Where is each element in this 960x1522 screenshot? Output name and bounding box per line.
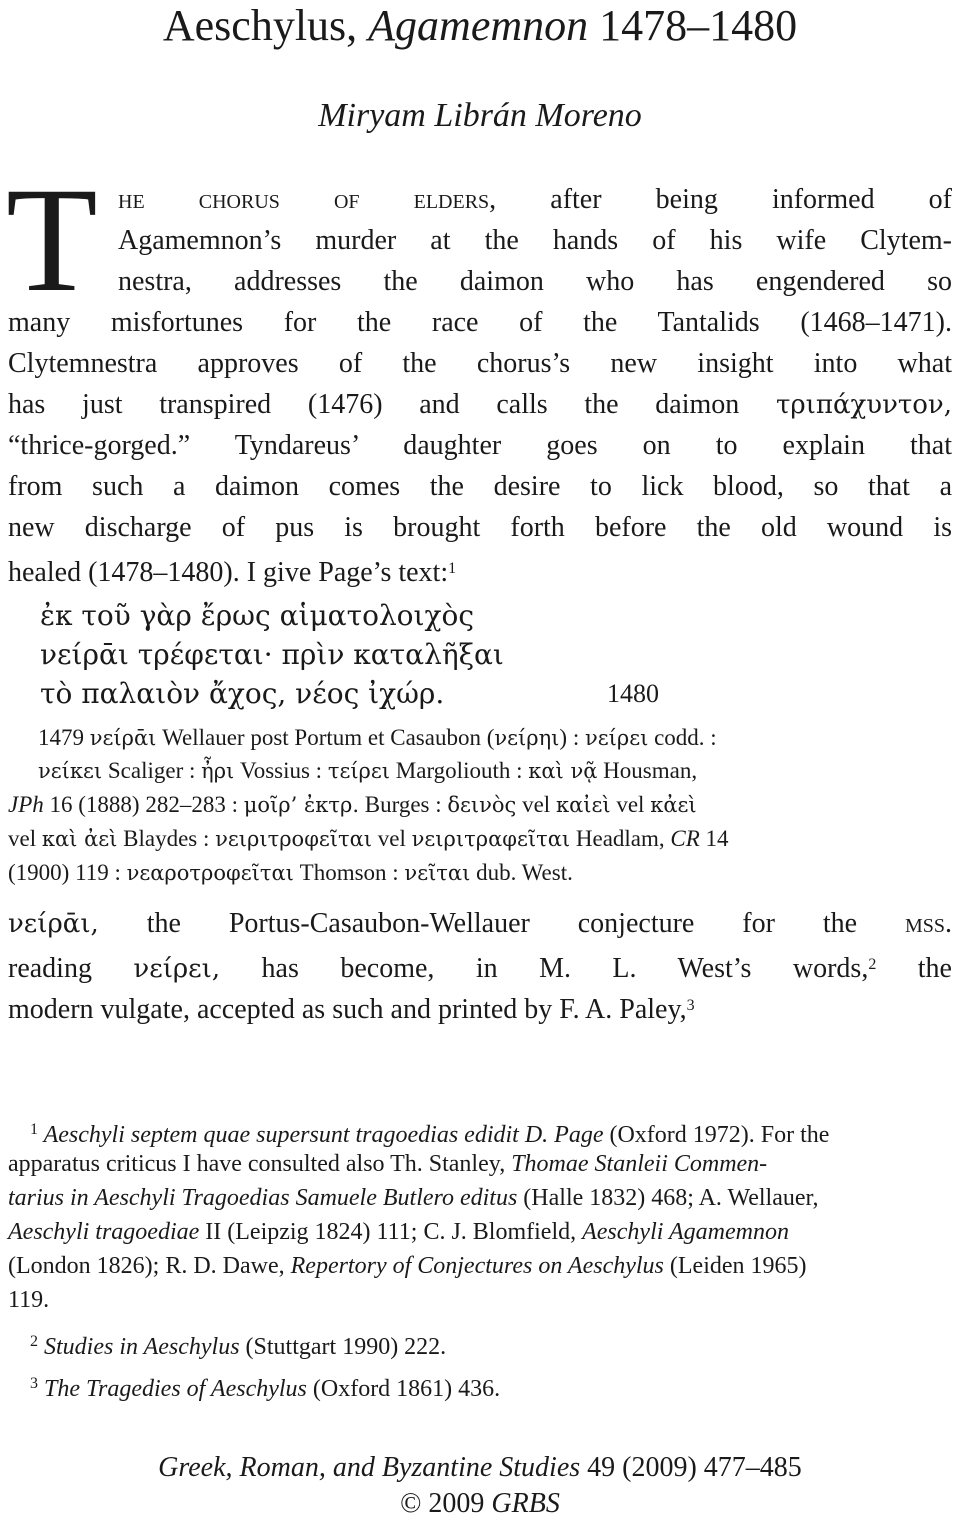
app-greek: καὶ ἀεὶ xyxy=(41,827,118,851)
app-text: vel xyxy=(516,792,556,817)
footnote-text: (Stuttgart 1990) 222. xyxy=(239,1334,447,1360)
app-text: Vossius : xyxy=(234,758,328,783)
app-greek: νείρᾱι xyxy=(89,726,157,750)
footnote-1-line-2 xyxy=(8,1147,952,1181)
app-text: 14 xyxy=(699,826,729,851)
verse-line-number: 1480 xyxy=(607,679,659,708)
app-text: Burges : xyxy=(359,792,448,817)
greek-quote-line-2: νείρᾱι τρέφεται· πρὶν καταλῆξαι xyxy=(40,638,504,671)
footnote-text: II (Leipzig 1824) 111; C. J. Blomfield, xyxy=(199,1219,583,1245)
app-text: codd. : xyxy=(648,725,717,750)
body-line-10-text: healed (1478–1480). I give Page’s text: xyxy=(8,557,449,588)
body-line-2: Agamemnon’s murder at the hands of his wife Clytem- xyxy=(118,225,952,256)
author-name: Miryam Librán Moreno xyxy=(318,97,642,134)
footnote-text: apparatus criticus I have consulted also Th. Stanley, xyxy=(8,1151,512,1177)
footnote-text: (Halle 1832) 468; A. Wellauer, xyxy=(517,1185,819,1211)
app-greek: καἰεὶ xyxy=(555,793,611,817)
app-text: Thomson : xyxy=(293,860,405,885)
app-text: vel xyxy=(610,792,651,817)
greek-word: νείρει, xyxy=(133,954,221,984)
article-title xyxy=(0,2,960,50)
body-line-10 xyxy=(8,549,952,589)
app-text: vel xyxy=(8,826,42,851)
body-line-1-rest: after being informed of xyxy=(496,184,952,215)
small-caps-opening: he chorus of elders, xyxy=(118,184,497,215)
footnote-number: 3 xyxy=(30,1375,38,1392)
greek-word: νείρᾱι, xyxy=(8,909,99,939)
footnote-text: (London 1826); R. D. Dawe, xyxy=(8,1253,291,1279)
footnote-ref-2: 2 xyxy=(868,956,877,973)
footnote-2 xyxy=(30,1325,952,1359)
body2-text: has become, in M. L. West’s words, xyxy=(220,953,869,984)
app-text: (1900) 119 : xyxy=(8,860,127,885)
journal-issue: 49 (2009) 477–485 xyxy=(580,1452,802,1483)
app-greek: ἦρι xyxy=(201,759,235,783)
app-greek: καὶ νᾷ xyxy=(528,759,598,783)
body-line-6 xyxy=(8,385,952,425)
footnote-1-line-1 xyxy=(30,1113,952,1147)
body-line-6-text: has just transpired (1476) and calls the daimon xyxy=(8,389,777,420)
app-greek: νεῖται xyxy=(404,861,471,885)
body2-text: the Portus-Casaubon-Wellauer conjecture for the xyxy=(98,908,905,939)
app-greek: νείκει xyxy=(38,759,103,783)
footnote-1-line-5 xyxy=(8,1249,952,1283)
greek-quote-line-3: τὸ παλαιὸν ἄχος, νέος ἰχώρ. xyxy=(40,677,445,710)
body2-text: the xyxy=(876,953,952,984)
footnote-number: 2 xyxy=(30,1333,38,1350)
app-text: Headlam, xyxy=(570,826,671,851)
app-greek: δεινὸς xyxy=(447,793,517,817)
copyright-notice xyxy=(0,1486,960,1522)
footnote-ref-1: 1 xyxy=(448,560,457,577)
body-line-3: nestra, addresses the daimon who has engendered so xyxy=(118,266,952,297)
body-line-5: Clytemnestra approves of the chorus’s new insight into what xyxy=(8,348,952,379)
footnote-1-line-6: 119. xyxy=(8,1287,50,1313)
app-greek: κἀεὶ xyxy=(650,793,697,817)
footnote-title: Repertory of Conjectures on Aeschylus xyxy=(290,1253,664,1279)
apparatus-line-1 xyxy=(38,720,950,756)
footnote-1-line-4 xyxy=(8,1215,952,1249)
app-text: vel xyxy=(372,826,412,851)
body-line-1 xyxy=(118,180,952,220)
footnote-title: tarius in Aeschyli Tragoedias Samuele Butlero editus xyxy=(8,1185,518,1211)
small-caps-mss: mss. xyxy=(904,908,952,939)
body-line-4: many misfortunes for the race of the Tantalids (1468–1471). xyxy=(8,307,952,338)
apparatus-line-3 xyxy=(8,787,952,823)
app-greek: τείρει xyxy=(327,759,391,783)
app-greek: νεαροτροφεῖται xyxy=(126,861,294,885)
footnote-ref-3: 3 xyxy=(686,997,695,1014)
body2-text: modern vulgate, accepted as such and printed by F. A. Paley, xyxy=(8,994,687,1025)
body-line-9: new discharge of pus is brought forth before the old wound is xyxy=(8,512,952,543)
journal-name: Greek, Roman, and Byzantine Studies xyxy=(158,1452,581,1483)
footnote-title: Aeschyli tragoediae xyxy=(8,1219,200,1245)
app-text: Housman, xyxy=(597,758,698,783)
app-text: Wellauer post Portum et Casaubon ( xyxy=(156,725,495,750)
app-text: Blaydes : xyxy=(117,826,216,851)
app-greek: νείρει xyxy=(584,726,649,750)
body2-text: reading xyxy=(8,953,134,984)
copyright-text: © 2009 xyxy=(400,1488,492,1519)
app-greek: νείρηι xyxy=(494,726,560,750)
body-line-7: “thrice-gorged.” Tyndareus’ daughter goes on to explain that xyxy=(8,430,952,461)
app-journal: CR xyxy=(670,826,700,851)
apparatus-line-2 xyxy=(38,753,950,789)
footnote-number: 1 xyxy=(30,1121,38,1138)
footnote-title: The Tragedies of Aeschylus xyxy=(38,1376,307,1402)
app-text: dub. West. xyxy=(470,860,573,885)
footnote-1-line-3 xyxy=(8,1181,952,1215)
app-greek: νειριτραφεῖται xyxy=(411,827,571,851)
footnote-title: Aeschyli Agamemnon xyxy=(582,1219,789,1245)
app-text: Scaliger : xyxy=(102,758,202,783)
copyright-publisher: GRBS xyxy=(491,1488,560,1519)
footnote-title: Studies in Aeschylus xyxy=(38,1334,240,1360)
journal-citation xyxy=(0,1450,960,1486)
greek-word: τριπάχυντον, xyxy=(776,390,952,420)
body2-line-1 xyxy=(8,904,952,944)
app-greek: μοῖρ’ ἐκτρ. xyxy=(243,793,359,817)
body-line-8: from such a daimon comes the desire to lick blood, so that a xyxy=(8,471,952,502)
title-line-range: 1478–1480 xyxy=(588,1,798,50)
app-journal: JPh xyxy=(8,792,44,817)
footnote-text: (Oxford 1861) 436. xyxy=(306,1376,501,1402)
drop-cap: T xyxy=(6,157,98,323)
footnote-title: Thomae Stanleii Commen- xyxy=(511,1151,768,1177)
app-text: ) : xyxy=(559,725,585,750)
app-text: 16 (1888) 282–283 : xyxy=(43,792,244,817)
apparatus-line-5 xyxy=(8,855,952,891)
footnote-title: Aeschyli septem quae supersunt tragoedias edidit D. Page xyxy=(38,1122,604,1148)
greek-quote-line-1: ἐκ τοῦ γὰρ ἔρως αἱματολοιχὸς xyxy=(40,599,475,632)
app-text: Margoliouth : xyxy=(390,758,529,783)
app-greek: νειριτροφεῖται xyxy=(215,827,373,851)
footnote-3 xyxy=(30,1367,952,1401)
body2-line-2 xyxy=(8,945,952,985)
app-text: 1479 xyxy=(38,725,90,750)
title-author-name: Aeschylus, xyxy=(162,1,369,50)
footnote-text: (Oxford 1972). For the xyxy=(603,1122,830,1148)
title-work-name: Agamemnon xyxy=(368,1,589,50)
apparatus-line-4 xyxy=(8,821,952,857)
body2-line-3 xyxy=(8,986,952,1026)
footnote-text: (Leiden 1965) xyxy=(663,1253,807,1279)
